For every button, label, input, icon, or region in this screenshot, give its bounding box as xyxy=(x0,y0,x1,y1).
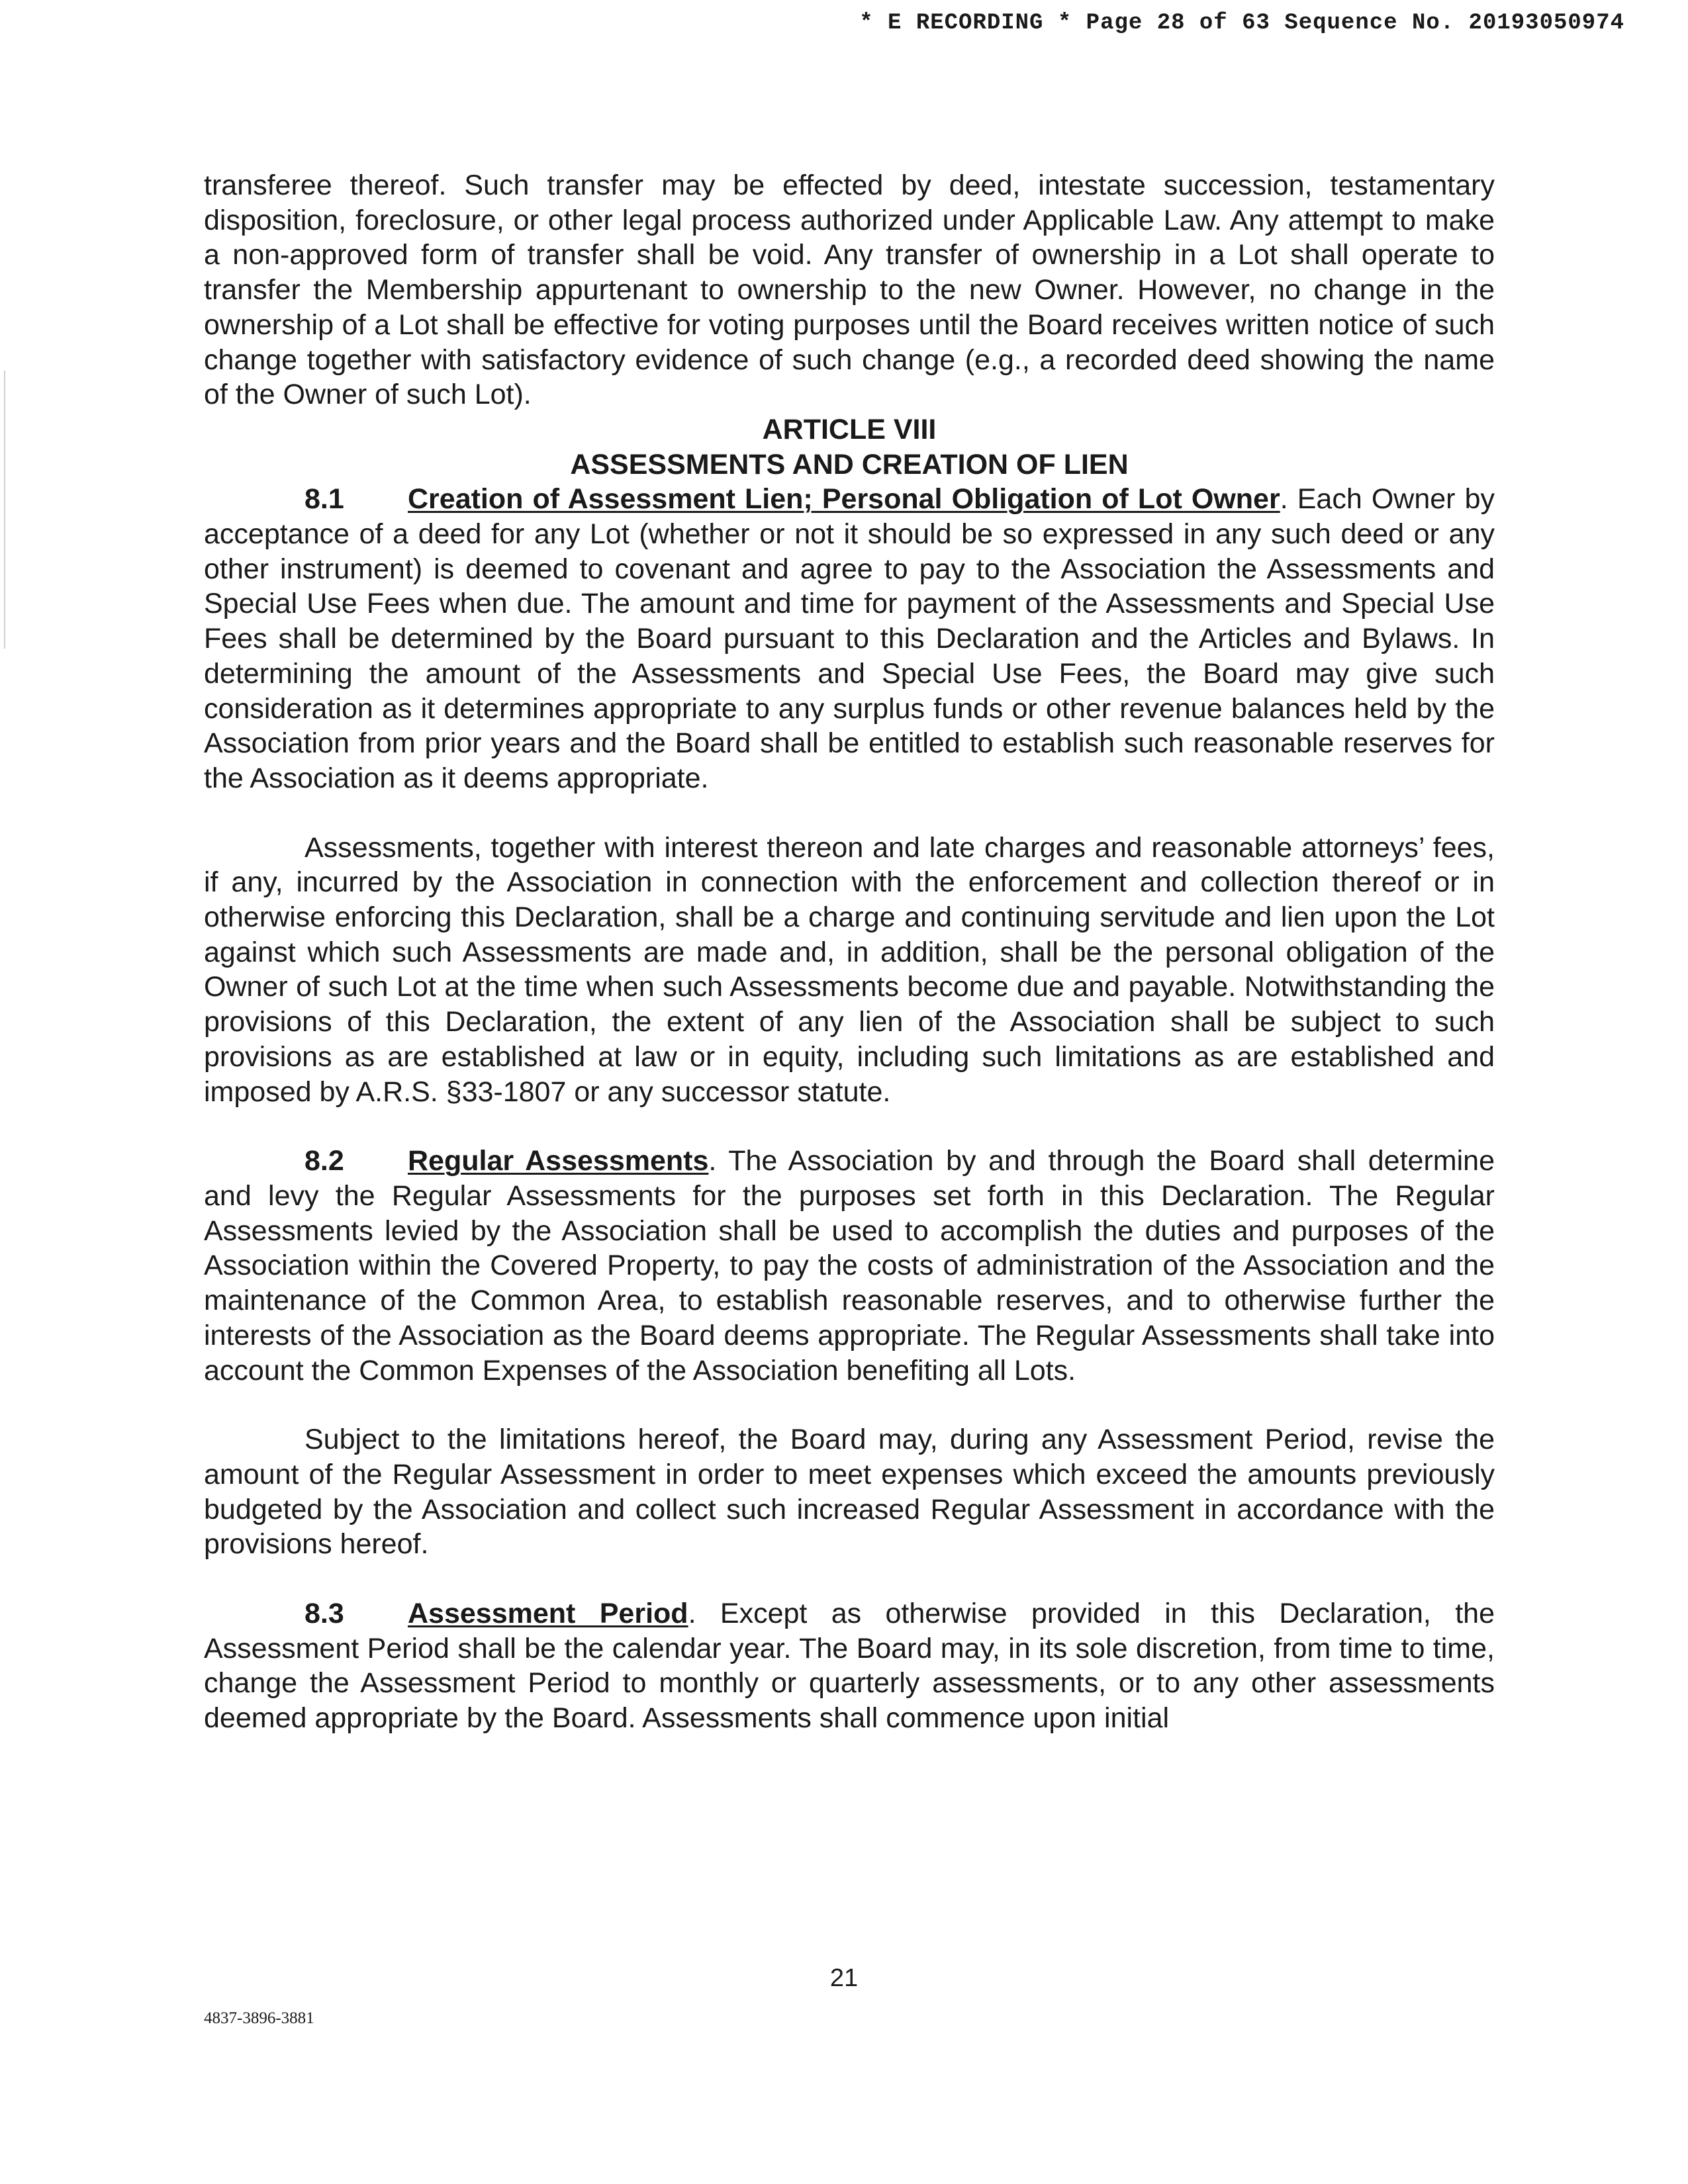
document-body xyxy=(204,168,1495,1736)
section-title: Creation of Assessment Lien; Personal Obligation of Lot Owner xyxy=(408,483,1280,516)
document-id: 4837-3896-3881 xyxy=(204,2009,314,2027)
section-8-1 xyxy=(204,482,1495,796)
section-8-3 xyxy=(204,1596,1495,1736)
article-heading: ARTICLE VIII xyxy=(762,413,937,445)
section-8-2 xyxy=(204,1144,1495,1388)
article-title: ASSESSMENTS AND CREATION OF LIEN xyxy=(570,448,1129,480)
section-number: 8.3 xyxy=(305,1598,344,1630)
section-body: . Each Owner by acceptance of a deed for any Lot (whether or not it should be so expressed in any such deed or any other instrument) is deemed to covenant and agree to pay to the Association the Assessments and Special Use Fees when due. The amount and time for payment of the Assessments and Special Use Fees shall be determined by the Board pursuant to this Declaration and the Articles and Bylaws. In determining the amount of the Assessments and Special Use Fees, the Board may give such consideration as it determines appropriate to any surplus funds or other revenue balances held by the Association from prior years and the Board shall be entitled to establish such reasonable reserves for the Association as it deems appropriate. xyxy=(204,483,1495,794)
section-number: 8.2 xyxy=(305,1145,344,1177)
section-title: Assessment Period xyxy=(408,1598,688,1630)
section-title: Regular Assessments xyxy=(408,1145,709,1177)
recording-stamp: * E RECORDING * Page 28 of 63 Sequence No. 20193050974 xyxy=(859,11,1624,36)
section-body: . Except as otherwise provided in this Declaration, the Assessment Period shall be the calendar year. The Board may, in its sole discretion, from time to time, change the Assessment Period to monthly or quarterly assessments, or to any other assessments deemed appropriate by the Board. Assessments shall commence upon initial xyxy=(204,1598,1495,1735)
scan-margin-mark xyxy=(4,371,5,649)
intro-paragraph: transferee thereof. Such transfer may be effected by deed, intestate succession, testamentary disposition, foreclosure, or other legal process authorized under Applicable Law. Any attempt to make a non-approved form of transfer shall be void. Any transfer of ownership in a Lot shall operate to transfer the Membership appurtenant to ownership to the new Owner. However, no change in the ownership of a Lot shall be effective for voting purposes until the Board receives written notice of such change together with satisfactory evidence of such change (e.g., a recorded deed showing the name of the Owner of such Lot). xyxy=(204,169,1495,411)
page-number: 21 xyxy=(829,1964,859,1992)
section-8-2-paragraph-2: Subject to the limitations hereof, the Board may, during any Assessment Period, revise the amount of the Regular Assessment in order to meet expenses which exceed the amounts previously budgeted by the Association and collect such increased Regular Assessment in accordance with the provisions hereof. xyxy=(204,1424,1495,1561)
section-8-1-paragraph-2: Assessments, together with interest thereon and late charges and reasonable attorneys’ fees, if any, incurred by the Association in connection with the enforcement and collection thereof or in otherwise enforcing this Declaration, shall be a charge and continuing servitude and lien upon the Lot against which such Assessments are made and, in addition, shall be the personal obligation of the Owner of such Lot at the time when such Assessments become due and payable. Notwithstanding the provisions of this Declaration, the extent of any lien of the Association shall be subject to such provisions as are established at law or in equity, including such limitations as are established and imposed by A.R.S. §33-1807 or any successor statute. xyxy=(204,831,1495,1108)
section-number: 8.1 xyxy=(305,483,344,516)
section-body: . The Association by and through the Board shall determine and levy the Regular Assessments for the purposes set forth in this Declaration. The Regular Assessments levied by the Association shall be used to accomplish the duties and purposes of the Association within the Covered Property, to pay the costs of administration of the Association and the maintenance of the Common Area, to establish reasonable reserves, and to otherwise further the interests of the Association as the Board deems appropriate. The Regular Assessments shall take into account the Common Expenses of the Association benefiting all Lots. xyxy=(204,1145,1495,1387)
